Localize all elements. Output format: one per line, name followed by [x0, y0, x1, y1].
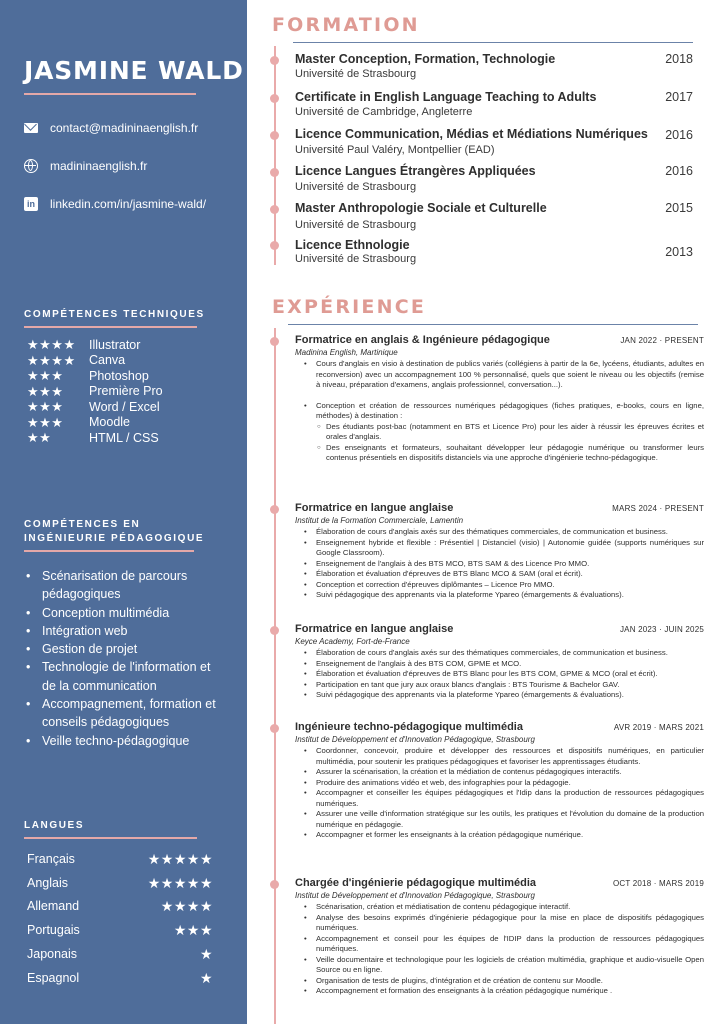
job-title: Formatrice en anglais & Ingénieure pédagogique: [295, 334, 550, 346]
rating-stars: ★★★★★: [147, 874, 213, 891]
job-title: Formatrice en langue anglaise: [295, 502, 454, 514]
timeline-dot: [270, 94, 279, 103]
language-row: [27, 922, 213, 938]
job-organization: Keyce Academy, Fort-de-France: [295, 637, 410, 646]
tech-skill-label: Photoshop: [89, 368, 149, 383]
formation-title: FORMATION: [272, 14, 420, 36]
degree-title: Certificate in English Language Teaching to Adults: [295, 90, 597, 104]
contact-linkedin[interactable]: [24, 197, 206, 211]
list-item: • Enseignement de l'anglais à des BTS COM, GPME et MCO.: [295, 659, 704, 670]
job-bullets: [295, 902, 704, 997]
list-item: • Veille techno-pédagogique: [26, 732, 226, 750]
contact-linkedin-text[interactable]: linkedin.com/in/jasmine-wald/: [50, 197, 207, 211]
list-item-text: Conception et création de ressources numériques pédagogiques (fiches pratiques, e-books, cours en ligne, méthodes) à destination :: [316, 400, 704, 420]
rating-stars: ★★: [27, 430, 52, 445]
timeline-dot: [270, 205, 279, 214]
job-title: Ingénieure techno-pédagogique multimédia: [295, 721, 523, 733]
timeline-dot: [270, 505, 279, 514]
tech-skill-row: [27, 368, 149, 383]
list-item: • Technologie de l'information et de la communication: [26, 658, 226, 695]
job-entry: [295, 502, 704, 601]
degree-year: 2015: [665, 201, 693, 215]
list-item: • Accompagnement, formation et conseils pédagogiques: [26, 695, 226, 732]
job-entry: [295, 623, 704, 701]
rating-stars: ★★★★: [160, 897, 213, 914]
degree-year: 2016: [665, 164, 693, 178]
list-item: [295, 401, 704, 464]
rating-stars: ★★★: [173, 921, 213, 938]
name-divider: [24, 93, 196, 95]
timeline-dot: [270, 56, 279, 65]
ped-skills-title-line2: INGÉNIEURIE PÉDAGOGIQUE: [24, 533, 205, 544]
rating-stars: ★★★: [27, 383, 64, 399]
job-organization: Madinina English, Martinique: [295, 348, 398, 357]
job-date: AVR 2019 · MARS 2021: [613, 723, 704, 732]
list-item: • Organisation de tests de plugins, d'intégration et de création de contenu sur Moodle.: [295, 976, 704, 987]
tech-skill-row: [27, 384, 163, 399]
language-label: Allemand: [27, 899, 80, 913]
list-item: • Accompagnement et conseil pour les équipes de l'IDIP dans la production de ressources pédagogiques numériques.: [295, 934, 704, 955]
tech-skill-label: Illustrator: [89, 337, 141, 352]
tech-skill-label: Moodle: [89, 415, 130, 429]
degree-title: Licence Ethnologie: [295, 238, 410, 252]
list-item: • Analyse des besoins exprimés d'ingénierie pédagogique pour la mise en place de dispositifs pédagogiques numériques.: [295, 913, 704, 934]
list-item: • Intégration web: [26, 622, 226, 640]
school-name: Université de Strasbourg: [295, 181, 417, 193]
tech-skills-divider: [24, 326, 197, 328]
list-item: • Enseignement de l'anglais à des BTS MCO, BTS SAM & des Licence Pro MMO.: [295, 559, 704, 570]
job-organization: Institut de Développement et d'Innovation Pédagogique, Strasbourg: [295, 735, 535, 744]
ped-skills-title-line1: COMPÉTENCES EN: [24, 519, 141, 530]
job-organization: Institut de la Formation Commerciale, Lamentin: [295, 516, 464, 525]
list-item: • Suivi pédagogique des apprenants via la plateforme Ypareo (émargements & évaluations).: [295, 590, 704, 601]
language-row: [27, 898, 213, 914]
school-name: Université de Strasbourg: [295, 253, 417, 265]
degree-year: 2017: [665, 90, 693, 104]
timeline-dot: [270, 724, 279, 733]
experience-title: EXPÉRIENCE: [272, 296, 427, 318]
sub-list-item: ○ Des étudiants post-bac (notamment en BTS et Licence Pro) pour les aider à réussir les épreuves écrites et orales d'anglais.: [316, 422, 704, 443]
list-item: • Assurer une veille d'information stratégique sur les outils, les pratiques et l'évolution du domaine de la production numérique en pédagogie.: [295, 809, 704, 830]
list-item: • Veille documentaire et technologique pour les logiciels de création multimédia, graphique et audio-visuelle Open Source ou en ligne.: [295, 955, 704, 976]
job-title: Chargée d'ingénierie pédagogique multimédia: [295, 877, 536, 889]
timeline-dot: [270, 241, 279, 250]
tech-skill-row: [27, 399, 160, 414]
degree-year: 2016: [665, 128, 693, 142]
degree-year: 2018: [665, 52, 693, 66]
degree-title: Master Anthropologie Sociale et Culturelle: [295, 201, 547, 215]
tech-skill-row: [27, 353, 125, 368]
language-label: Français: [27, 852, 75, 866]
list-item: • Scénarisation, création et médiatisation de contenu pédagogique interactif.: [295, 902, 704, 913]
list-item: • Accompagnement et formation des enseignants à la création pédagogique numérique .: [295, 986, 704, 997]
job-bullets: [295, 746, 704, 841]
language-label: Japonais: [27, 947, 78, 961]
list-item: • Cours d'anglais en visio à destination de publics variés (collégiens à partir de la 6e, lycéens, étudiants, adultes en reconversion) avec un accompagnement 100 % personnalisé, quels que soient le niveau ou les objectifs (remise à niveau, préparation d'examens, anglais professionnel, conversation...).: [295, 359, 704, 391]
language-row: [27, 875, 213, 891]
school-name: Université de Cambridge, Angleterre: [295, 106, 473, 118]
tech-skill-label: Première Pro: [89, 384, 163, 398]
job-bullets: [295, 359, 704, 464]
ped-skills-divider: [24, 550, 194, 552]
list-item: • Suivi pédagogique des apprenants via la plateforme Ypareo (émargements & évaluations).: [295, 690, 704, 701]
rating-stars: ★★★★★: [147, 850, 213, 867]
school-name: Université de Strasbourg: [295, 219, 417, 231]
list-item: • Scénarisation de parcours pédagogiques: [26, 567, 226, 604]
rating-stars: ★★★: [27, 414, 64, 430]
rating-stars: ★: [199, 945, 213, 962]
list-item: • Coordonner, concevoir, produire et développer des ressources et dispositifs numériques, en particulier multimédia, pour soutenir les pratiques pédagogiques et favoriser les apprentissages étudiants.: [295, 746, 704, 767]
list-item: • Assurer la scénarisation, la création et la médiation de contenus pédagogiques interactifs.: [295, 767, 704, 778]
degree-title: Master Conception, Formation, Technologie: [295, 52, 556, 66]
job-entry: [295, 334, 704, 464]
job-date: JAN 2023 · JUIN 2025: [619, 625, 704, 634]
sidebar: [0, 0, 247, 1024]
list-item: • Conception et correction d'épreuves diplômantes – Licence Pro MMO.: [295, 580, 704, 591]
ped-skills-list: [26, 567, 226, 750]
list-item: • Accompagner et conseiller les équipes pédagogiques et l'Idip dans la production de ressources pédagogiques numériques.: [295, 788, 704, 809]
tech-skill-label: Word / Excel: [89, 399, 160, 414]
rating-stars: ★★★: [27, 368, 64, 383]
school-name: Université de Strasbourg: [295, 68, 417, 80]
ped-skills-title: [24, 518, 204, 546]
job-entry: [295, 721, 704, 841]
globe-icon: [24, 159, 38, 173]
school-name: Université Paul Valéry, Montpellier (EAD): [295, 144, 495, 156]
timeline-dot: [270, 131, 279, 140]
list-item: • Gestion de projet: [26, 640, 226, 658]
job-date: OCT 2018 · MARS 2019: [612, 879, 704, 888]
timeline-dot: [270, 337, 279, 346]
degree-title: Licence Communication, Médias et Médiations Numériques: [295, 127, 648, 141]
list-item: • Conception multimédia: [26, 604, 226, 622]
degree-title: Licence Langues Étrangères Appliquées: [295, 164, 536, 178]
tech-skill-label: Canva: [89, 353, 126, 367]
formation-divider: [293, 42, 693, 43]
tech-skill-row: [27, 430, 159, 445]
tech-skill-row: [27, 337, 140, 352]
degree-year: 2013: [665, 245, 693, 259]
experience-divider: [288, 324, 698, 325]
job-date: JAN 2022 · PRESENT: [620, 336, 704, 345]
job-bullets: [295, 527, 704, 601]
candidate-name: JASMINE WALD: [24, 56, 244, 85]
language-label: Anglais: [27, 876, 68, 890]
tech-skills-title: COMPÉTENCES TECHNIQUES: [24, 309, 205, 320]
rating-stars: ★★★★: [27, 337, 76, 352]
rating-stars: ★★★: [27, 399, 64, 414]
contact-website-text[interactable]: madininaenglish.fr: [50, 159, 148, 173]
language-label: Espagnol: [27, 971, 80, 985]
list-item: • Élaboration de cours d'anglais axés sur des thématiques commerciales, de communication et business.: [295, 527, 704, 538]
language-label: Portugais: [27, 923, 80, 937]
mail-icon: [24, 123, 38, 133]
formation-timeline: [274, 46, 276, 265]
list-item: • Produire des animations vidéo et web, des infographies pour la pédagogie.: [295, 778, 704, 789]
contact-email-text[interactable]: contact@madininaenglish.fr: [50, 121, 199, 135]
linkedin-icon: in: [24, 197, 38, 211]
experience-timeline: [274, 328, 276, 1024]
languages-title: LANGUES: [24, 820, 85, 831]
language-row: [27, 851, 213, 867]
language-row: [27, 970, 213, 986]
list-item: • Élaboration de cours d'anglais axés sur des thématiques commerciales, de communication et business.: [295, 648, 704, 659]
contact-website[interactable]: [24, 159, 147, 173]
job-entry: [295, 877, 704, 997]
contact-email[interactable]: [24, 121, 198, 135]
sub-list: [316, 422, 704, 464]
tech-skill-row: [27, 415, 130, 430]
rating-stars: ★: [199, 969, 213, 986]
list-item: • Enseignement hybride et flexible : Présentiel | Distanciel (visio) | Autonomie guidée (supports numériques sur Google Classroom).: [295, 538, 704, 559]
timeline-dot: [270, 880, 279, 889]
tech-skill-label: HTML / CSS: [89, 430, 159, 445]
languages-divider: [24, 837, 197, 839]
timeline-dot: [270, 626, 279, 635]
list-item: • Participation en tant que jury aux oraux blancs d'anglais : BTS Tourisme & Bachelor GAV.: [295, 680, 704, 691]
timeline-dot: [270, 168, 279, 177]
rating-stars: ★★★★: [27, 352, 76, 368]
list-item: • Accompagner et former les enseignants à la création pédagogique numérique.: [295, 830, 704, 841]
sub-list-item: ○ Des enseignants et formateurs, souhaitant développer leur pédagogie numérique ou transformer leurs contenus présentiels en dispositifs distanciels via une approche d'ingénierie techno-pédagogique.: [316, 443, 704, 464]
list-item: • Élaboration et évaluation d'épreuves de BTS Blanc pour les BTS COM, GPME & MCO (oral et écrit).: [295, 669, 704, 680]
job-title: Formatrice en langue anglaise: [295, 623, 454, 635]
job-bullets: [295, 648, 704, 701]
list-item: • Élaboration et évaluation d'épreuves de BTS Blanc MCO & SAM (oral et écrit).: [295, 569, 704, 580]
language-row: [27, 946, 213, 962]
job-date: MARS 2024 · PRESENT: [612, 504, 704, 513]
job-organization: Institut de Développement et d'Innovation Pédagogique, Strasbourg: [295, 891, 535, 900]
